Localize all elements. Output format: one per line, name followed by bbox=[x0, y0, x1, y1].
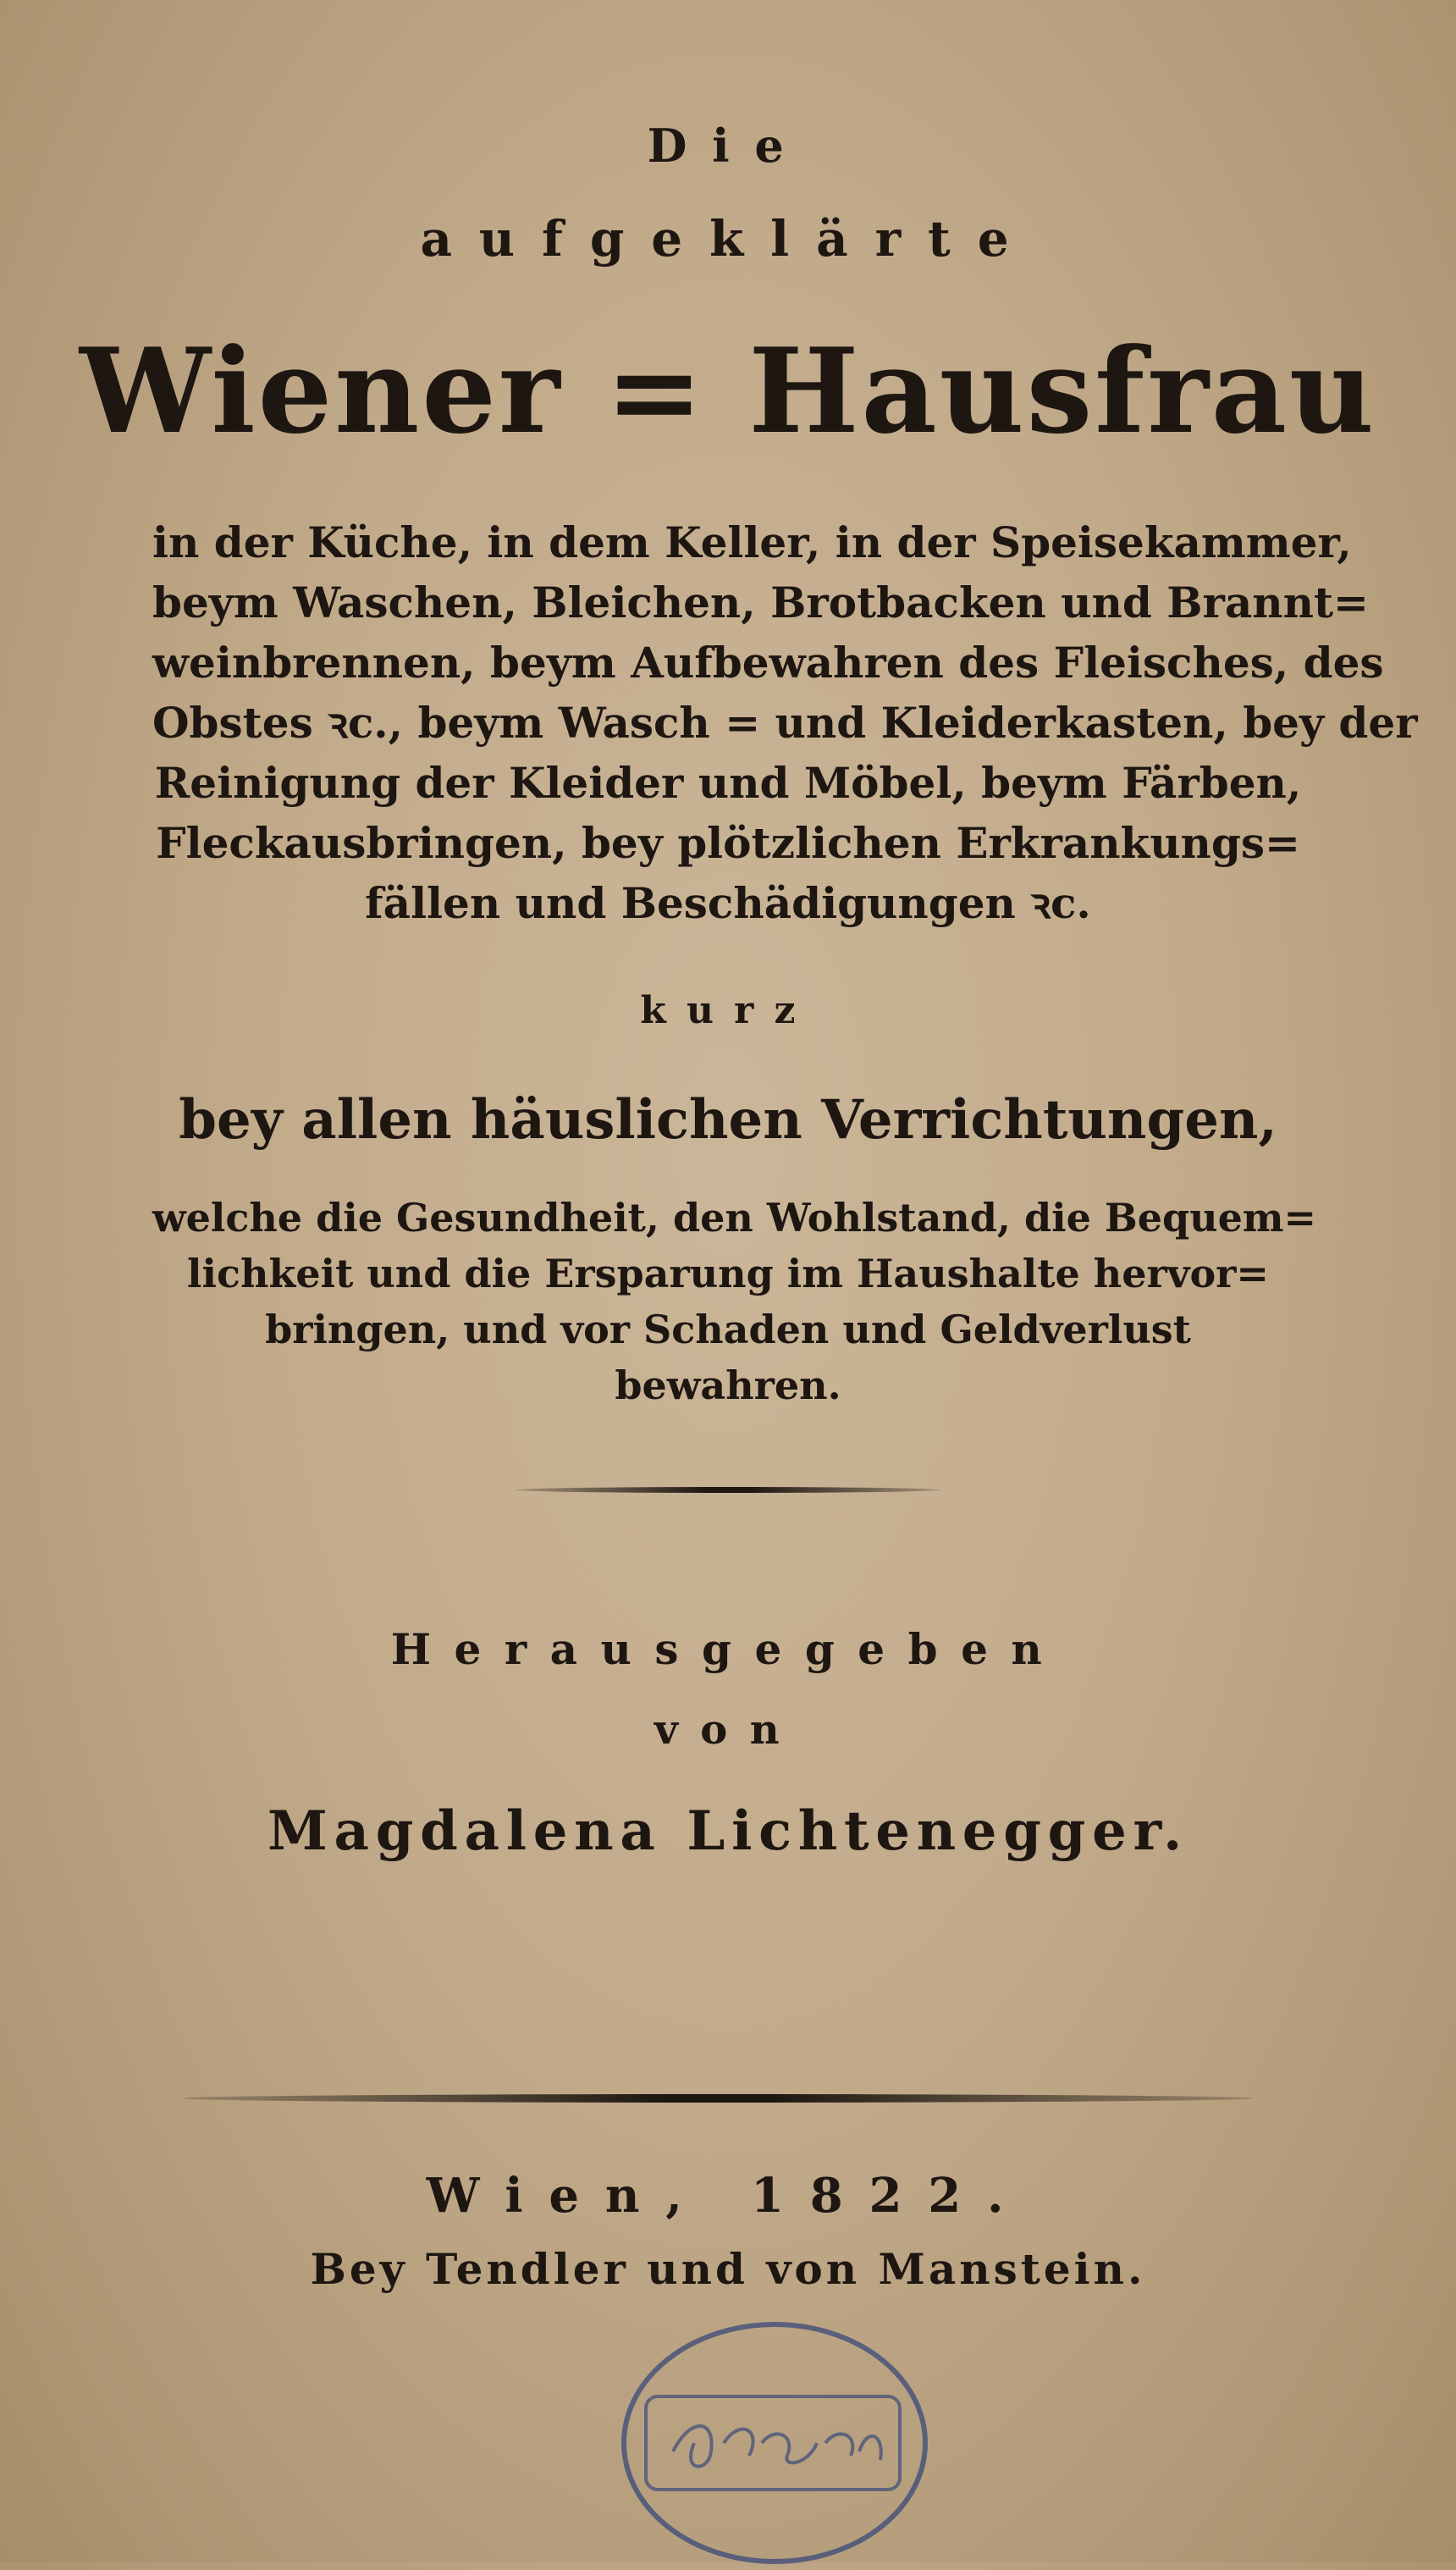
author-name: Magdalena Lichtenegger. bbox=[267, 1799, 1189, 1863]
divider-long bbox=[182, 2094, 1253, 2103]
description-line: Reinigung der Kleider und Möbel, beym Färben, bbox=[154, 758, 1302, 808]
subtitle-description-line: welche die Gesundheit, den Wohlstand, die Bequem= bbox=[152, 1195, 1317, 1241]
description-line: beym Waschen, Bleichen, Brotbacken und Brannt= bbox=[152, 578, 1369, 627]
description-line: fällen und Beschädigungen ꝛc. bbox=[365, 878, 1091, 928]
editor-by: von bbox=[654, 1706, 802, 1754]
library-stamp bbox=[614, 2316, 935, 2570]
subtitle-description-line: bewahren. bbox=[615, 1362, 841, 1408]
description-block bbox=[152, 512, 1418, 933]
place-year: Wien, 1822. bbox=[426, 2168, 1030, 2224]
stamp-script-text bbox=[673, 2426, 881, 2467]
main-title: Wiener = Hausfrau bbox=[80, 322, 1376, 460]
title-article: Die bbox=[647, 119, 809, 173]
connector-kurz: kurz bbox=[640, 989, 816, 1032]
subtitle-description-line: lichkeit und die Ersparung im Haushalte hervor= bbox=[187, 1251, 1269, 1296]
title-adjective: aufgeklärte bbox=[420, 210, 1036, 268]
description-line: weinbrennen, beym Aufbewahren des Fleisches, des bbox=[152, 638, 1384, 688]
divider-short bbox=[516, 1487, 940, 1493]
subtitle-description-line: bringen, und vor Schaden und Geldverlust bbox=[265, 1307, 1191, 1352]
subtitle-description-block bbox=[152, 1190, 1317, 1413]
description-line: in der Küche, in dem Keller, in der Speisekammer, bbox=[152, 517, 1352, 567]
editor-intro: Herausgegeben bbox=[390, 1624, 1066, 1674]
description-line: Fleckausbringen, bey plötzlichen Erkrankungs= bbox=[156, 818, 1300, 868]
subtitle: bey allen häuslichen Verrichtungen, bbox=[179, 1088, 1277, 1152]
publisher: Bey Tendler und von Manstein. bbox=[310, 2244, 1146, 2294]
description-line: Obstes ꝛc., beym Wasch = und Kleiderkasten, bey der bbox=[152, 698, 1418, 748]
